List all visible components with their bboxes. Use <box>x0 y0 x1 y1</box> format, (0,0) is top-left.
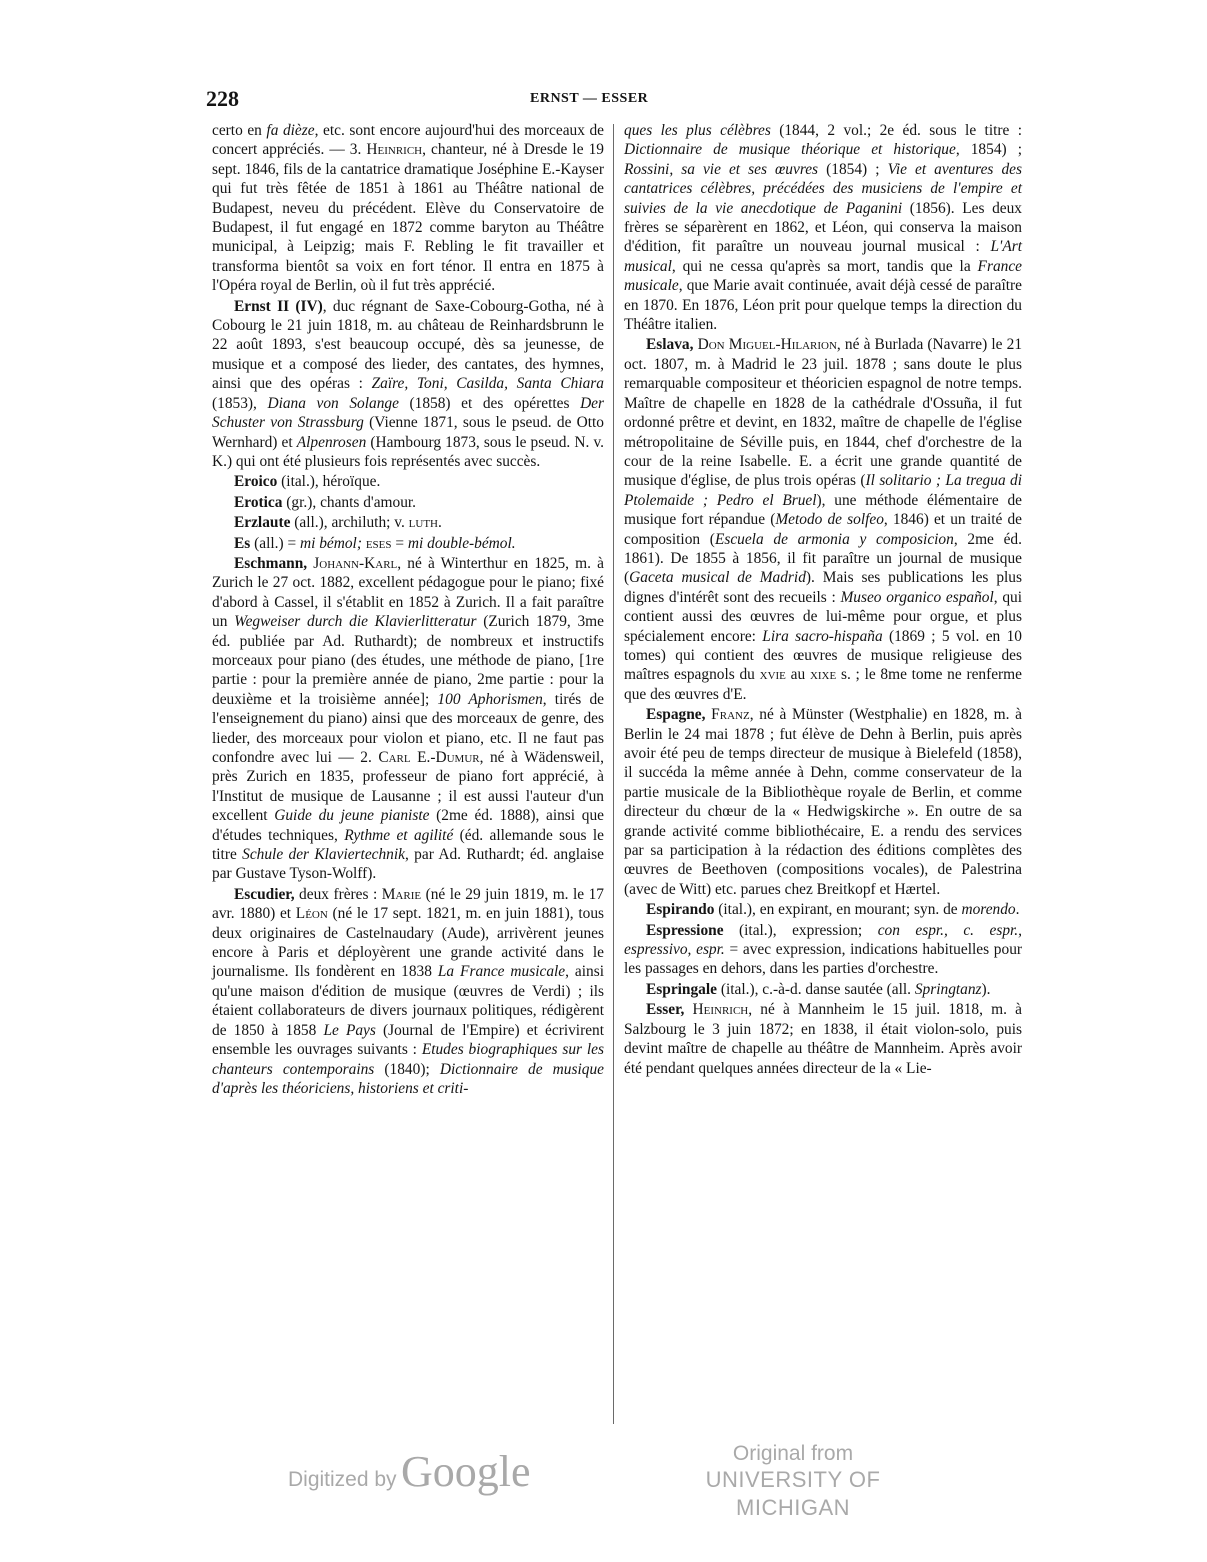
italic-text: Escuela de armonia y composicion <box>714 530 954 548</box>
entry-text: (Vienne 1871, sous le pseud. de Otto Wernhard) et <box>212 414 605 451</box>
entry-text: , né à Münster (Westphalie) en 1828, m. à Berlin le 24 mai 1878 ; fut élève de Dehn à Berlin, puis après avoir été peu de temps directeur de musique à Bielefeld (1858), il succéda la même année à Dehn, comme conservateur de la partie musicale de la Bibliothèque royale de Berlin, et comme directeur du chœur de la « Hedwigskirche ». En outre de sa grande activité comme bibliothécaire, E. a rendu des services par sa participation à la rédaction des éditions complètes des œuvres de Beethoven (compositions vocales), de Palestrina (avec de Witt) etc. parues chez Breitkopf et Hærtel. <box>624 706 1022 898</box>
entry-text: . <box>1015 901 1020 919</box>
italic-text: Rossini, sa vie et ses œuvres <box>624 160 819 178</box>
italic-text: Gaceta musical de Madrid <box>629 569 806 587</box>
italic-text: Etudes biographiques sur les chanteurs contemporains <box>212 1041 604 1078</box>
small-caps-text: luth <box>408 514 438 532</box>
italic-text: mi bémol; <box>299 534 362 552</box>
small-caps-text: Don Miguel-Hilarion <box>697 336 837 354</box>
italic-text: ques les plus célèbres <box>624 122 771 139</box>
entry-headword: Eroico <box>234 473 278 491</box>
entry-text: (1858) et des opérettes <box>398 394 581 412</box>
dictionary-entry <box>212 121 604 296</box>
right-column <box>624 121 1022 1078</box>
entry-text: , né à Winterthur en 1825, m. à Zurich le 27 oct. 1882, excellent pédagogue pour le piano; fixé d'abord à Cassel, il s'établit en 1852 à Zurich. Il a fait paraître un <box>212 554 604 631</box>
italic-text: Museo organico español <box>840 588 994 606</box>
italic-text: Vie et aventures des cantatrices célèbres, précédées des musiciens de l'empire et suivies de la vie anecdotique de Paganini <box>624 160 1022 217</box>
entry-text: , né à Wädensweil, près Zurich en 1835, professeur de piano fort apprécié, à l'Institut de musique de Lausanne ; il est aussi l'auteur d'un excellent <box>212 749 605 825</box>
column-rule <box>613 124 614 1424</box>
entry-headword: Erotica <box>234 493 283 511</box>
entry-text: (Journal de l'Empire) et écrivirent ensemble les ouvrages suivants : <box>212 1021 605 1059</box>
entry-headword: Esser, <box>646 1001 693 1019</box>
entry-text: (Hambourg 1873, sous le pseud. N. v. K.) qui ont été plusieurs fois représentés avec succès. <box>212 433 604 470</box>
small-caps-text: xvie <box>759 666 786 684</box>
entry-text: (gr.), chants d'amour. <box>282 493 417 511</box>
entry-text: (all.) = <box>250 534 300 552</box>
entry-text: ). <box>981 980 991 998</box>
entry-text: , qui ne cessa qu'après sa mort, tandis que la <box>671 257 978 275</box>
entry-text: , qui contient aussi des œuvres de lui-même pour orgue, et plus spécialement encore: <box>624 588 1022 645</box>
entry-headword: Espressione <box>646 921 724 939</box>
entry-text: (all.), archiluth; v. <box>290 514 409 532</box>
small-caps-text: Heinrich <box>692 1001 749 1019</box>
italic-text: mi double-bémol. <box>407 534 516 552</box>
entry-headword: Erzlaute <box>234 514 291 532</box>
entry-text: (né le 29 juin 1819, m. le 17 avr. 1880) et <box>212 885 604 923</box>
entry-headword: Espringale <box>646 980 717 998</box>
italic-text: Rythme et agilité <box>344 826 454 844</box>
italic-text: Guide du jeune pianiste <box>274 807 430 825</box>
dictionary-entry <box>212 493 604 512</box>
italic-text: Il solitario ; La tregua di Ptolemaide ; Pedro el Bruel <box>624 472 1022 509</box>
entry-text: , que Marie avait continuée, avait déjà cessé de paraître en 1870. En 1876, Léon prit pour quelque temps la direction du Théâtre italien. <box>624 277 1022 334</box>
entry-text: (1869 ; 5 vol. en 10 tomes) qui contient des œuvres de musique religieuse des maîtres espagnols du <box>624 627 1022 684</box>
entry-text: , 2me éd. 1861). De 1855 à 1856, il fit paraître un journal de musique ( <box>624 530 1022 587</box>
dictionary-entry <box>624 705 1022 899</box>
entry-text: ), une méthode élémentaire de musique fort répandue ( <box>624 491 1022 529</box>
entry-text: , etc. sont encore aujourd'hui des morceaux de concert appréciés. — 3. <box>212 122 605 159</box>
italic-text: Wegweiser durch die Klavierlitteratur <box>234 613 477 631</box>
italic-text: con espr., c. espr., espressivo, espr. <box>624 921 1023 959</box>
entry-text: (Zurich 1879, 3me éd. publiée par Ad. Ruthardt); de nombreux et instructifs morceaux pour piano (des études, une méthode de piano, [1re partie : pour la première année de piano, 2me partie : pour la deuxième et la troisième année]; <box>212 613 604 708</box>
italic-text: Metodo de solfeo <box>775 511 884 529</box>
small-caps-text: Léon <box>295 905 328 923</box>
dictionary-entry <box>212 297 604 472</box>
entry-text: , né à Burlada (Navarre) le 21 oct. 1807, m. à Madrid le 23 juil. 1878 ; sans doute le plus remarquable compositeur et théoricien espagnol de notre temps. Maître de chapelle en 1828 de la cathédrale d'Ossuña, il fut ordonné prêtre et devint, en 1832, maître de chapelle de l'église métropolitaine de Séville puis, en 1844, chef d'orchestre de la cour de la reine Isabelle. E. a écrit une grande quantité de musique d'église, de plus trois opéras ( <box>624 336 1023 490</box>
original-from-label: Original from <box>732 1442 854 1465</box>
page-number: 228 <box>206 86 239 111</box>
italic-text: fa dièze <box>266 122 315 139</box>
dictionary-entry <box>212 534 604 553</box>
dictionary-entry <box>624 1000 1022 1078</box>
dictionary-entry <box>212 554 604 884</box>
italic-text: Diana von Solange <box>267 394 399 412</box>
small-caps-text: Johann-Karl <box>313 554 398 572</box>
digitized-by-watermark <box>288 1446 531 1497</box>
google-logo-text: Google <box>401 1447 531 1496</box>
left-column <box>212 121 604 1098</box>
entry-text: = avec expression, indications habituelles pour les passages en dehors, dans les parties d'orchestre. <box>624 941 1023 978</box>
entry-text: (ital.), c.-à-d. danse sautée (all. <box>716 980 915 998</box>
entry-text: certo en <box>212 122 267 139</box>
entry-text: (ital.), expression; <box>723 921 878 939</box>
entry-text: , né à Mannheim le 15 juil. 1818, m. à Salzbourg le 3 juin 1872; en 1838, il était violon-solo, puis devint maître de chapelle au théâtre de Mannheim. Après avoir été pendant quelques années directeur de la « Lie- <box>624 1001 1022 1077</box>
entry-text: , par Ad. Ruthardt; éd. anglaise par Gustave Tyson-Wolff). <box>212 846 604 883</box>
entry-text: (1853), <box>212 394 268 412</box>
entry-headword: Ernst II (IV) <box>234 297 323 315</box>
entry-text: , ainsi qu'une maison d'édition de musique (œuvres de Verdi) ; ils étaient collaborateurs de divers journaux politiques, rédigèrent de 1850 à 1858 <box>212 963 604 1039</box>
italic-text: 100 Aphorismen <box>437 690 543 708</box>
entry-headword: Espirando <box>646 901 715 919</box>
dictionary-entry <box>624 921 1022 979</box>
italic-text: L'Art musical <box>624 238 1022 275</box>
university-name: UNIVERSITY OF MICHIGAN <box>705 1467 881 1520</box>
entry-text: (ital.), héroïque. <box>277 473 381 491</box>
entry-text: , duc régnant de Saxe-Cobourg-Gotha, né à Cobourg le 21 juin 1818, m. au château de Reinhardsbrunn le 22 août 1893, s'est beaucoup occupé, dès sa jeunesse, de musique et a composé des lieder, des cantates, des hymnes, ainsi que des opéras : <box>212 297 604 393</box>
italic-text: France musicale <box>624 257 1022 295</box>
italic-text: Schule der Klaviertechnik <box>242 846 405 864</box>
entry-text: au <box>785 666 810 684</box>
entry-headword: Es <box>234 534 251 552</box>
italic-text: Le Pays <box>323 1021 376 1039</box>
italic-text: Zaïre, Toni, Casilda, Santa Chiara <box>371 375 604 393</box>
entry-text: (né le 17 sept. 1821, m. en juin 1881), tous deux originaires de Castelnaudary (Aude), arrivèrent jeunes encore à Paris et déployèrent une grande activité dans le journalisme. Ils fondèrent en 1838 <box>212 905 604 981</box>
entry-text: deux frères : <box>294 885 382 903</box>
original-from-watermark <box>668 1442 918 1522</box>
entry-text: ). Mais ses publications les plus dignes d'intérêt sont des recueils : <box>624 569 1022 606</box>
dictionary-entry <box>624 980 1022 999</box>
italic-text: Dictionnaire de musique théorique et historique <box>624 141 956 159</box>
dictionary-entry <box>212 885 604 1098</box>
small-caps-text: xixe <box>809 666 837 684</box>
italic-text: morendo <box>961 901 1016 919</box>
small-caps-text: Franz <box>711 706 750 724</box>
dictionary-entry <box>624 335 1022 704</box>
small-caps-text: Marie <box>381 885 422 903</box>
dictionary-entry <box>212 472 604 491</box>
entry-text: (1856). Les deux frères se séparèrent en 1862, et Léon, qui conserva la maison d'édition, fit paraître un nouveau journal musical : <box>624 199 1022 256</box>
entry-text: (1840); <box>374 1060 440 1078</box>
entry-text: s. ; le 8me tome ne renferme que des œuvres d'E. <box>624 666 1022 703</box>
entry-text: , chanteur, né à Dresde le 19 sept. 1846, fils de la cantatrice dramatique Joséphine E.-Kayser qui fut très fêtée de 1851 à 1861 au Théâtre national de Budapest, neveu du précédent. Elève du Conservatoire de Budapest, il fut engagé en 1872 comme baryton au Théâtre municipal, à Leipzig; mais F. Rebling le fit travailler et transforma bientôt sa voix en fort ténor. Il entra en 1875 à l'Opéra royal de Berlin, où il fut très apprécié. <box>212 141 604 295</box>
entry-text: (ital.), en expirant, en mourant; syn. de <box>714 901 962 919</box>
italic-text: Dictionnaire de musique d'après les théoriciens, historiens et criti- <box>212 1060 604 1097</box>
entry-headword: Eschmann, <box>234 554 314 572</box>
entry-text: (2me éd. 1888), ainsi que d'études techniques, <box>212 807 604 844</box>
entry-text: , 1854) ; <box>955 141 1022 159</box>
entry-text: , tirés de l'enseignement du piano) ainsi que des morceaux de genre, des lieder, des morceaux pour violon et piano, etc. Il ne faut pas confondre avec lui — 2. <box>212 690 604 766</box>
entry-text: (1854) ; <box>818 160 888 178</box>
entry-headword: Espagne, <box>646 706 712 724</box>
entry-headword: Eslava, <box>646 336 698 354</box>
italic-text: Lira sacro-hispaña <box>762 627 883 645</box>
italic-text: Alpenrosen <box>296 433 367 451</box>
italic-text: Springtanz <box>914 980 982 998</box>
small-caps-text: eses <box>365 534 392 552</box>
entry-text: . <box>438 514 442 532</box>
dictionary-entry <box>624 121 1022 334</box>
entry-text: = <box>391 534 408 552</box>
entry-text: (1844, 2 vol.; 2e éd. sous le titre : <box>770 122 1022 139</box>
dictionary-entry <box>212 513 604 532</box>
entry-text: , 1846) et un traité de composition ( <box>624 511 1023 548</box>
digitized-prefix: Digitized by <box>288 1468 397 1491</box>
entry-headword: Escudier, <box>234 885 295 903</box>
small-caps-text: Heinrich <box>366 141 423 159</box>
dictionary-entry <box>624 900 1022 919</box>
small-caps-text: Carl E.-Dumur <box>378 749 480 766</box>
entry-text: (éd. allemande sous le titre <box>212 826 605 864</box>
italic-text: La France musicale <box>437 963 566 981</box>
italic-text: Der Schuster von Strassburg <box>212 394 604 432</box>
running-head: ERNST — ESSER <box>530 91 649 106</box>
